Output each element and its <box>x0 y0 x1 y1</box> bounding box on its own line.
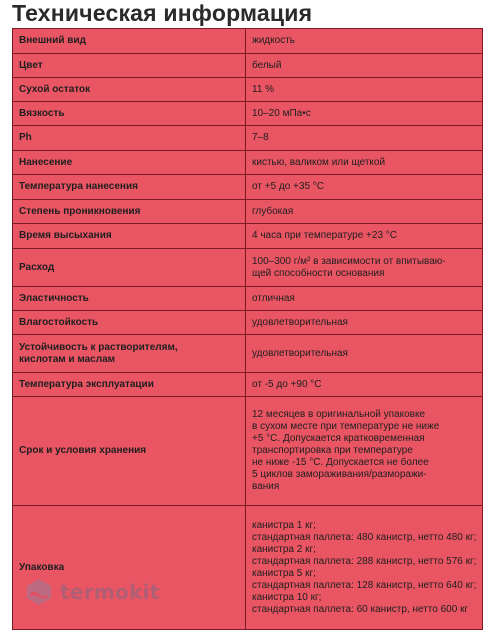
property-value <box>246 397 483 506</box>
table-row <box>13 224 483 249</box>
property-name <box>13 397 246 506</box>
property-name-line: кислотам и маслам <box>19 353 116 365</box>
property-value-line: удовлетворительная <box>252 316 348 328</box>
termokit-logo-icon <box>26 578 52 606</box>
property-value-line: канистра 5 кг; <box>252 567 316 579</box>
property-value-line: кистью, валиком или щеткой <box>252 156 386 168</box>
property-name <box>13 335 246 373</box>
table-row <box>13 335 483 373</box>
property-value-line: белый <box>252 59 282 71</box>
property-value-line: глубокая <box>252 205 294 217</box>
property-value <box>246 151 483 175</box>
table-row <box>13 102 483 126</box>
property-value <box>246 78 483 102</box>
property-name-line: Срок и условия хранения <box>19 445 147 456</box>
property-name <box>13 175 246 200</box>
table-row <box>13 29 483 54</box>
property-value <box>246 224 483 249</box>
table-row <box>13 249 483 287</box>
property-name <box>13 78 246 102</box>
property-name-line: Упаковка <box>19 561 65 573</box>
property-name <box>13 506 246 630</box>
property-value-line: удовлетворительная <box>252 347 348 359</box>
property-name-line: Расход <box>19 261 55 273</box>
property-name <box>13 311 246 335</box>
property-value-line: не ниже -15 °С. Допускается не более <box>252 457 429 468</box>
property-value <box>246 335 483 373</box>
property-value-line: стандартная паллета: 288 канистр, нетто 576 кг; <box>252 555 477 567</box>
property-value-line: 10–20 мПа•с <box>252 107 311 119</box>
property-value-line: канистра 1 кг; <box>252 519 316 531</box>
table-row <box>13 151 483 175</box>
property-name-line: Цвет <box>19 59 43 71</box>
property-value <box>246 287 483 311</box>
property-name <box>13 200 246 224</box>
property-value-line: канистра 2 кг; <box>252 543 316 555</box>
page-title: Техническая информация <box>12 0 313 26</box>
property-name <box>13 373 246 397</box>
tech-info-table <box>12 28 483 630</box>
table-row <box>13 373 483 397</box>
watermark-logo <box>26 578 160 606</box>
property-value-line: стандартная паллета: 60 канистр, нетто 600 кг <box>252 603 469 615</box>
property-value-line: канистра 10 кг; <box>252 591 322 603</box>
table-row <box>13 506 483 630</box>
property-value <box>246 29 483 54</box>
property-name <box>13 287 246 311</box>
property-name-line: Температура эксплуатации <box>19 378 154 390</box>
property-value-line: 12 месяцев в оригинальной упаковке <box>252 409 426 420</box>
property-value-line: стандартная паллета: 128 канистр, нетто 640 кг; <box>252 579 477 591</box>
property-name-line: Влагостойкость <box>19 316 99 328</box>
property-value <box>246 249 483 287</box>
property-name <box>13 151 246 175</box>
property-name-line: Эластичность <box>19 292 89 304</box>
property-name <box>13 224 246 249</box>
property-value-line: 5 циклов замораживания/разморажи- <box>252 469 427 480</box>
table-row <box>13 287 483 311</box>
property-value <box>246 102 483 126</box>
property-value-line: в сухом месте при температуре не ниже <box>252 421 440 432</box>
property-name <box>13 102 246 126</box>
property-name <box>13 54 246 78</box>
table-row <box>13 311 483 335</box>
property-value-line: 7–8 <box>252 132 269 143</box>
property-value <box>246 373 483 397</box>
property-name-line: Вязкость <box>19 107 65 119</box>
property-value-line: 4 часа при температуре +23 °С <box>252 230 398 241</box>
property-name-line: Ph <box>19 132 32 143</box>
table-row <box>13 126 483 151</box>
table-row <box>13 54 483 78</box>
property-name-line: Внешний вид <box>19 35 86 46</box>
property-value <box>246 311 483 335</box>
property-value-line: транспортировка при температуре <box>252 445 413 456</box>
property-name <box>13 29 246 54</box>
property-name-line: Время высыхания <box>19 230 112 241</box>
property-name-line: Устойчивость к растворителям, <box>19 341 178 353</box>
property-value-line: стандартная паллета: 480 канистр, нетто 480 кг; <box>252 531 477 543</box>
property-name-line: Степень проникновения <box>19 205 141 217</box>
property-value <box>246 54 483 78</box>
property-value-line: +5 °С. Допускается кратковременная <box>252 433 425 444</box>
table-row <box>13 200 483 224</box>
property-name-line: Нанесение <box>19 156 73 168</box>
table-row <box>13 175 483 200</box>
table-row <box>13 78 483 102</box>
property-value-line: щей способности основания <box>252 267 385 279</box>
property-value-line: от +5 до +35 °С <box>252 181 325 192</box>
property-value <box>246 126 483 151</box>
property-value <box>246 175 483 200</box>
property-name-line: Температура нанесения <box>19 181 138 192</box>
property-value-line: 100–300 г/м² в зависимости от впитываю- <box>252 255 446 267</box>
property-value <box>246 506 483 630</box>
property-value-line: 11 % <box>252 83 275 95</box>
watermark-text: termokit <box>60 580 160 604</box>
table-row <box>13 397 483 506</box>
property-value-line: отличная <box>252 292 295 304</box>
property-name-line: Сухой остаток <box>19 83 91 95</box>
property-name <box>13 249 246 287</box>
property-name <box>13 126 246 151</box>
property-value-line: от -5 до +90 °С <box>252 378 322 390</box>
property-value-line: жидкость <box>252 35 295 46</box>
property-value <box>246 200 483 224</box>
property-value-line: вания <box>252 481 280 492</box>
